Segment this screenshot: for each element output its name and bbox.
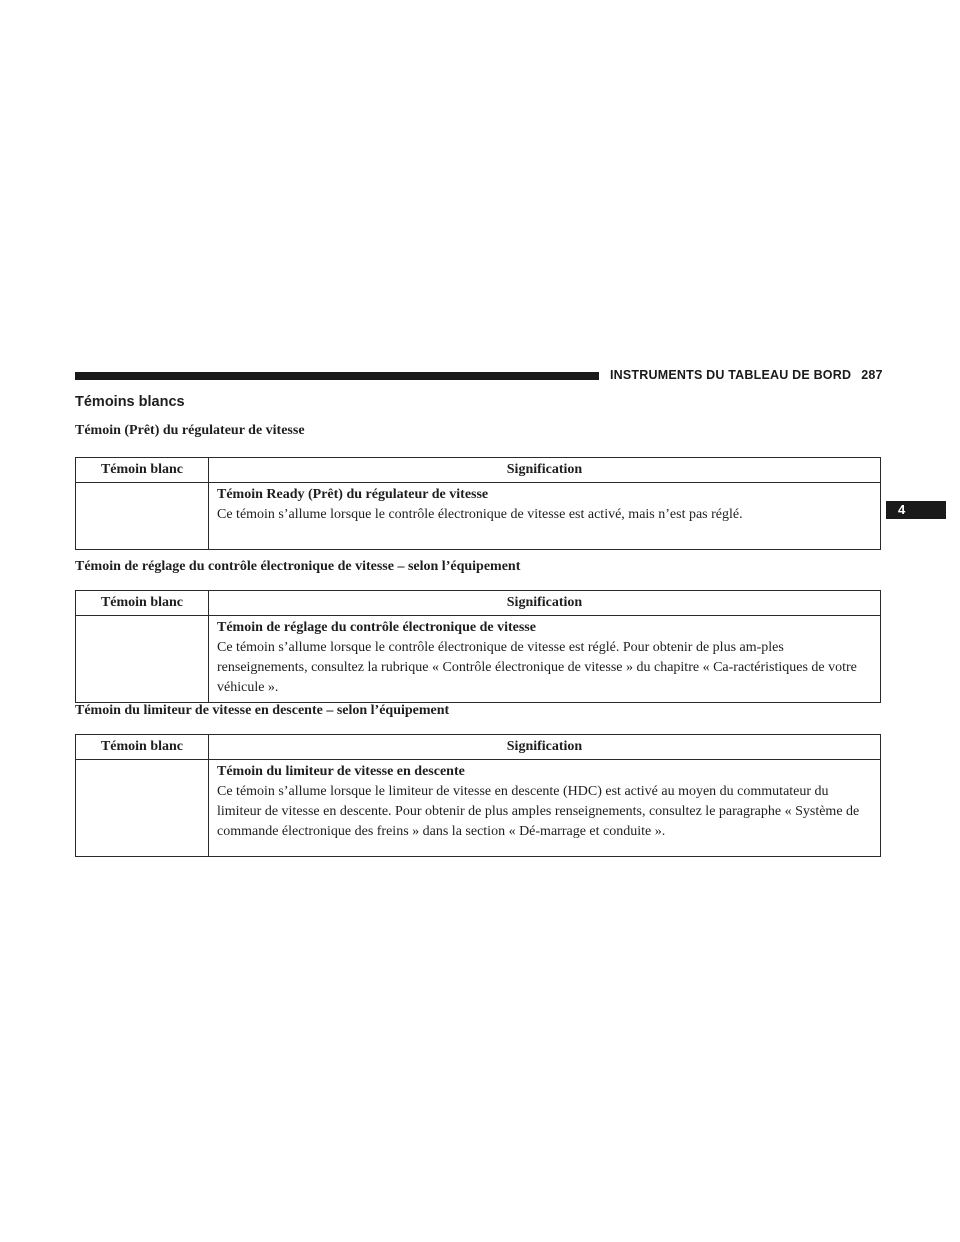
row-description: Ce témoin s’allume lorsque le contrôle électronique de vitesse est activé, mais n’est pas réglé. (217, 507, 743, 522)
meaning-cell (209, 483, 881, 550)
indicator-icon-cell (76, 616, 209, 703)
col-header-meaning: Signification (209, 735, 881, 760)
indicator-table (75, 457, 881, 550)
running-header (610, 366, 883, 384)
indicator-icon-cell (76, 760, 209, 857)
chapter-tab: 4 (886, 501, 946, 519)
header-rule (75, 372, 599, 380)
section-title: Témoins blancs (75, 394, 185, 410)
header-title: INSTRUMENTS DU TABLEAU DE BORD (610, 368, 852, 382)
meaning-cell (209, 760, 881, 857)
col-header-icon: Témoin blanc (76, 458, 209, 483)
table-heading: Témoin du limiteur de vitesse en descente – selon l’équipement (75, 703, 450, 718)
col-header-meaning: Signification (209, 591, 881, 616)
indicator-table (75, 590, 881, 703)
indicator-icon-cell (76, 483, 209, 550)
col-header-icon: Témoin blanc (76, 591, 209, 616)
table-header-row (76, 735, 881, 760)
page-number: 287 (861, 368, 883, 382)
meaning-cell (209, 616, 881, 703)
row-title: Témoin de réglage du contrôle électronique de vitesse (217, 620, 536, 635)
table-header-row (76, 458, 881, 483)
col-header-meaning: Signification (209, 458, 881, 483)
indicator-table (75, 734, 881, 857)
table-row (76, 483, 881, 550)
table-heading: Témoin (Prêt) du régulateur de vitesse (75, 423, 305, 438)
table-row (76, 616, 881, 703)
table-heading: Témoin de réglage du contrôle électronique de vitesse – selon l’équipement (75, 559, 521, 574)
row-title: Témoin du limiteur de vitesse en descente (217, 764, 465, 779)
table-header-row (76, 591, 881, 616)
row-description: Ce témoin s’allume lorsque le contrôle électronique de vitesse est réglé. Pour obtenir de plus am-ples renseignements, consultez la rubrique « Contrôle électronique de vitesse » du chapitre « Ca-ractéristiques de votre véhicule ». (217, 640, 857, 695)
col-header-icon: Témoin blanc (76, 735, 209, 760)
row-description: Ce témoin s’allume lorsque le limiteur de vitesse en descente (HDC) est activé au moyen du commutateur du limiteur de vitesse en descente. Pour obtenir de plus amples renseignements, consultez le paragraphe « Système de commande électronique des freins » dans la section « Dé-marrage et conduite ». (217, 784, 860, 839)
table-row (76, 760, 881, 857)
row-title: Témoin Ready (Prêt) du régulateur de vitesse (217, 487, 489, 502)
